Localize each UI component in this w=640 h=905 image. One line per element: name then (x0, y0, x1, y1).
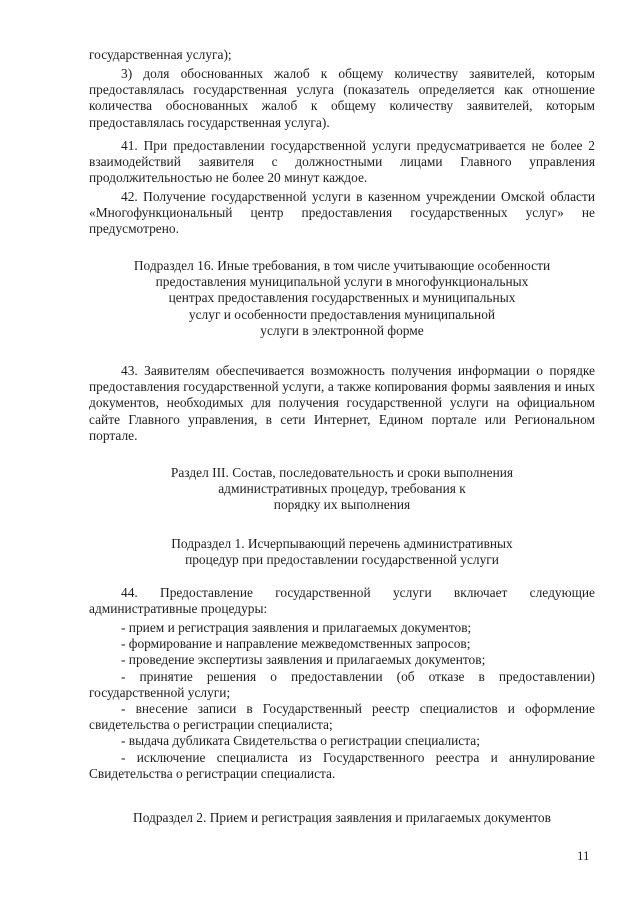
paragraph-44: 44. Предоставление государственной услуги включает следующие административные процедуры: (89, 585, 595, 617)
list-item: - прием и регистрация заявления и прилагаемых документов; (121, 620, 472, 635)
paragraph-continuation: государственная услуга); (89, 47, 232, 62)
paragraph-43: 43. Заявителям обеспечивается возможность получения информации о порядке предоставления государственной услуги, а также копирования формы заявления и иных документов, необходимых для получения государственной услуги на официальном сайте Главного управления, в сети Интернет, Едином портале или Региональном портале. (89, 363, 595, 443)
section-3-heading (89, 465, 595, 514)
list-item: - проведение экспертизы заявления и прилагаемых документов; (121, 652, 486, 668)
list-item: - исключение специалиста из Государственного реестра и аннулирование Свидетельства о регистрации специалиста. (89, 749, 595, 781)
procedures-list (0, 620, 640, 782)
heading-line: Подраздел 16. Иные требования, в том числе учитывающие особенности (133, 258, 551, 273)
subsection-2-heading: Подраздел 2. Прием и регистрация заявления и прилагаемых документов (133, 810, 551, 825)
subsection-16-heading (89, 258, 595, 339)
page-number: 11 (577, 848, 590, 863)
paragraph-42: 42. Получение государственной услуги в казенном учреждении Омской области «Многофункциональный центр предоставления государственных услуг» не предусмотрено. (89, 189, 595, 237)
heading-line: административных процедур, требования к (218, 481, 466, 497)
heading-line: предоставления муниципальной услуги в многофункциональных (155, 274, 529, 290)
heading-line: порядку их выполнения (273, 497, 411, 513)
list-item: - выдача дубликата Свидетельства о регистрации специалиста; (121, 733, 480, 749)
paragraph-41: 41. При предоставлении государственной услуги предусматривается не более 2 взаимодействий заявителя с должностными лицами Главного управления продолжительностью не более 20 минут каждое. (89, 138, 595, 186)
list-item: - принятие решения о предоставлении (об отказе в предоставлении) государственной услуги; (89, 668, 595, 700)
heading-line: Подраздел 1. Исчерпывающий перечень административных (171, 536, 513, 551)
heading-line: центрах предоставления государственных и муниципальных (168, 290, 516, 306)
heading-line: услуги в электронной форме (260, 322, 424, 338)
heading-line: Раздел III. Состав, последовательность и сроки выполнения (170, 465, 514, 480)
list-item: - внесение записи в Государственный реестр специалистов и оформление свидетельства о регистрации специалиста; (89, 701, 595, 733)
subsection-1-heading (89, 536, 595, 568)
heading-line: процедур при предоставлении государственной услуги (185, 552, 499, 568)
list-item: - формирование и направление межведомственных запросов; (121, 636, 471, 652)
heading-line: услуг и особенности предоставления муниципальной (188, 306, 496, 322)
paragraph-item-3: 3) доля обоснованных жалоб к общему количеству заявителей, которым предоставлялась государственная услуга (показатель определяется как отношение количества обоснованных жалоб к общему количеству заявителей, которым предоставлялась государственная услуга). (89, 66, 595, 130)
